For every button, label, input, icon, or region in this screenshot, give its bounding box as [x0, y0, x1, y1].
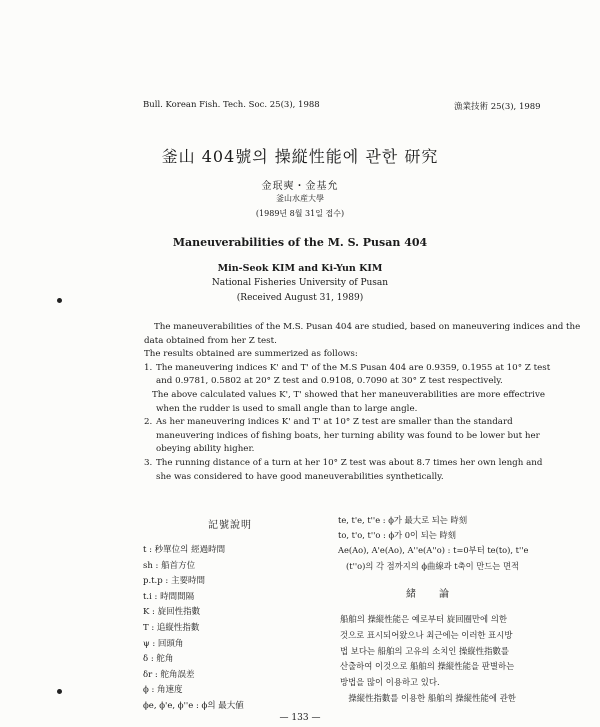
abstract-line: As her maneuvering indices K' and T' at 10° Z test are smaller than the standard [156, 417, 513, 428]
introduction-heading: 緒 論 [406, 589, 450, 600]
abstract-line: The maneuverabilities of the M.S. Pusan 404 are studied, based on maneuvering indices and the [154, 322, 581, 332]
symbol-item: te, t'e, t''e : ϕ가 最大로 되는 時刻 [338, 515, 468, 525]
result-item-2 [144, 416, 544, 457]
abstract-line: she was considered to have good maneuverabilities synthetically. [156, 471, 444, 482]
symbol-item: K : 旋回性指數 [143, 607, 201, 618]
symbol-item: Ae(Ao), A'e(Ao), A''e(A''o) : t=0부터 te(to), t''e [338, 545, 529, 556]
result-item-3 [144, 457, 544, 484]
abstract-line: The running distance of a turn at her 10° Z test was about 8.7 times her own lengh and [156, 457, 543, 468]
affiliation-english: National Fisheries University of Pusan [211, 278, 389, 288]
abstract-line: data obtained from her Z test. [144, 335, 277, 346]
intro-line: 것으로 표시되어왔으나 최근에는 이러한 표시방 [340, 629, 513, 640]
authors-english: Min-Seok KIM and Ki-Yun KIM [217, 263, 383, 274]
title-english: Maneuverabilities of the M. S. Pusan 404 [172, 236, 428, 249]
symbol-item: t : 秒單位의 經過時間 [143, 545, 226, 555]
received-english: (Received August 31, 1989) [236, 293, 364, 303]
abstract-line: when the rudder is used to small angle than to large angle. [156, 403, 418, 414]
symbol-item: δ : 舵角 [143, 654, 174, 665]
title-korean: 釜山 404號의 操縦性能에 관한 研究 [161, 147, 439, 166]
result-item-1 [144, 362, 551, 389]
symbol-item: T : 追縦性指數 [143, 622, 200, 633]
affiliation-korean: 釜山水産大學 [276, 194, 324, 203]
journal-header-en: Bull. Korean Fish. Tech. Soc. 25(3), 1988 [143, 100, 320, 110]
abstract-line: The maneuvering indices K' and T' of the M.S Pusan 404 are 0.9359, 0.1955 at 10° Z test [156, 362, 551, 373]
symbols-list [143, 543, 244, 715]
symbol-item: δr : 舵角誤差 [143, 669, 195, 680]
item-number: 3. [144, 457, 153, 468]
intro-line: 방법을 많이 이용하고 있다. [340, 677, 440, 688]
symbol-item: (t''o)의 각 점까지의 ϕ曲線과 t축이 만드는 면적 [346, 560, 519, 571]
symbol-item: p.t.p : 主要時間 [143, 576, 205, 587]
symbol-item: t.i : 時間間隔 [143, 591, 195, 602]
symbols-heading: 記號說明 [208, 520, 252, 531]
page-number: — 133 — [279, 713, 321, 723]
symbol-item: sh : 船首方位 [143, 560, 196, 571]
abstract-line: The above calculated values K', T' showed that her maneuverabilities are more effectrive [152, 389, 545, 400]
symbols-list-continued [338, 513, 528, 574]
intro-line: 船舶의 操縦性能은 예로부터 旋回圈만에 의한 [340, 614, 507, 624]
abstract-summary: The results obtained are summerized as follows: [144, 349, 358, 360]
journal-header-ko: 漁業技術 25(3), 1989 [454, 102, 541, 112]
item-number: 2. [144, 417, 153, 428]
item-number: 1. [144, 362, 153, 373]
intro-line: 操縦性指數를 이용한 船舶의 操縦性能에 관한 [340, 692, 516, 703]
binding-hole-mark [57, 689, 62, 694]
symbol-item: ϕe, ϕ'e, ϕ''e : ϕ의 最大値 [143, 700, 244, 711]
intro-line: 산출하여 이것으로 船舶의 操縦性能을 판별하는 [340, 661, 515, 672]
symbol-item: ψ : 回頭角 [143, 638, 184, 649]
authors-korean: 金珉奭・金基允 [261, 181, 339, 192]
abstract-line: maneuvering indices of fishing boats, her turning ability was found to be lower but her [156, 430, 540, 441]
abstract [144, 321, 581, 484]
binding-hole-mark [57, 298, 62, 303]
received-korean: (1989년 8월 31일 접수) [255, 209, 345, 218]
abstract-line: and 0.9781, 0.5802 at 20° Z test and 0.9108, 0.7090 at 30° Z test respectively. [156, 376, 503, 387]
symbol-item: ϕ : 角速度 [143, 685, 183, 696]
symbol-item: to, t'o, t''o : ϕ가 0이 되는 時刻 [338, 530, 456, 541]
abstract-line: obeying ability higher. [156, 444, 255, 455]
intro-line: 법 보다는 船舶의 고유의 소치인 操縦性指數를 [340, 645, 510, 656]
introduction-body [340, 612, 545, 707]
